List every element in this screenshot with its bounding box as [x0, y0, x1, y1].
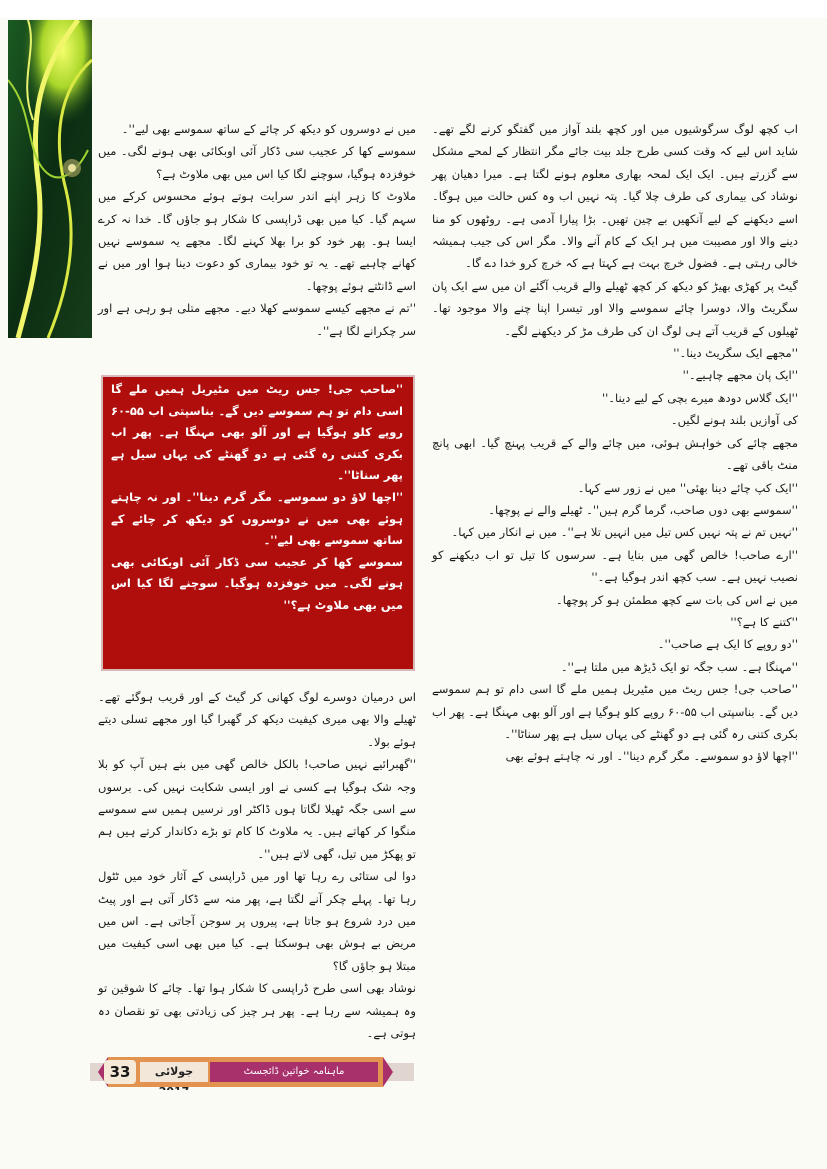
paragraph: ''اچھا لاؤ دو سموسے۔ مگر گرم دینا''۔ اور نہ چاہتے ہوئے بھی	[505, 749, 798, 764]
pull-quote-paragraph: ''اچھا لاؤ دو سموسے۔ مگر گرم دینا''۔ اور نہ چاہتے ہوئے بھی میں نے دوسروں کو دیکھ کر چائے کے ساتھ سموسے بھی لیے''۔	[111, 489, 403, 548]
decorative-artwork	[8, 20, 92, 338]
paragraph: ''سموسے بھی دوں صاحب، گرما گرم ہیں''۔ ٹھیلے والے نے پوچھا۔	[488, 502, 798, 517]
bottom-margin	[0, 1090, 827, 1169]
right-text-column	[432, 118, 798, 768]
pull-quote-paragraph: سموسے کھا کر عجیب سی ڈکار آئی اوبکائی بھی ہونے لگی۔ میں خوفزدہ ہوگیا۔ سوچنے لگا کیا اس میں بھی ملاوٹ ہے؟''	[111, 554, 403, 612]
paragraph: ''ارے صاحب! خالص گھی میں بنایا ہے۔ سرسوں کا تیل تو اب دیکھنے کو نصیب نہیں ہے۔ سب کچھ اندر ہوگیا ہے۔''	[432, 547, 798, 585]
decorative-swirl-graphic	[8, 20, 92, 338]
paragraph: ملاوٹ کا زہر اپنے اندر سرایت ہوتے ہوئے محسوس کرکے میں سہم گیا۔ کیا میں بھی ڈراپسی کا شکار ہو جاؤں گا۔ خدا نہ کرے ایسا ہو۔ پھر خود کو برا بھلا کہنے لگا۔ مجھے یہ سموسے نہیں کھانے چاہیے تھے۔ یہ تو خود بیماری کو دعوت دینا ہوا اور میں نے اسے ڈانٹتے ہوئے پوچھا۔	[98, 189, 416, 293]
paragraph: کی آوازیں بلند ہونے لگیں۔	[670, 413, 798, 428]
paragraph: ''کتنے کا ہے؟''	[730, 614, 798, 629]
paragraph: سموسے کھا کر عجیب سی ڈکار آئی اوبکائی بھی ہونے لگی۔ میں خوفزدہ ہوگیا، سوچنے لگا کیا اس میں بھی ملاوٹ ہے؟	[98, 144, 416, 181]
paragraph: مجھے چائے کی خواہش ہوئی، میں چائے والے کے قریب پہنچ گیا۔ ابھی پانچ منٹ باقی تھے۔	[432, 435, 798, 473]
paragraph: نوشاد بھی اسی طرح ڈراپسی کا شکار ہوا تھا۔ چائے کا شوقین تو وہ ہمیشہ سے رہا ہے۔ پھر ہر چیز کی زیادتی بھی تو نقصان دہ ہوتی ہے۔	[98, 981, 416, 1041]
paragraph: ''نہیں تم نے پتہ نہیں کس تیل میں انہیں تلا ہے''۔ میں نے انکار میں کہا۔	[451, 525, 798, 540]
magazine-name: ماہنامہ خواتین ڈائجسٹ	[210, 1062, 378, 1082]
left-text-column-top	[98, 118, 416, 342]
paragraph: گیٹ پر کھڑی بھیڑ کو دیکھ کر کچھ ٹھیلے والے قریب آگئے ان میں سے ایک پان سگریٹ والا، دوسرا چائے سموسے والا اور تیسرا اپنا چنے والا موجود تھا۔ ٹھیلوں کے قریب آتے ہی لوگ ان کی طرف مڑ کر دیکھنے لگے۔	[432, 278, 798, 338]
page-footer	[90, 1057, 414, 1087]
paragraph: ''مہنگا ہے۔ سب جگہ تو ایک ڈیڑھ میں ملتا ہے''۔	[560, 659, 798, 674]
paragraph: ''گھبرائیے نہیں صاحب! بالکل خالص گھی میں بنے ہیں آپ کو بلا وجہ شک ہوگیا ہے کسی نے اور ایسی شکایت نہیں کی۔ برسوں سے اسی جگہ ٹھیلا لگاتا ہوں ڈاکٹر اور نرسیں ہمیں سے سموسے منگوا کر کھاتے ہیں۔ یہ ملاوٹ کا کام تو بڑے دکاندار کرتے ہیں ہم تو پھکڑ میں تیل، گھی لاتے ہیں''۔	[98, 757, 416, 861]
paragraph: ''ایک پان مجھے چاہیے۔''	[682, 368, 798, 383]
paragraph: ''صاحب جی! جس ریٹ میں مٹیریل ہمیں ملے گا اسی دام تو ہم سموسے دیں گے۔ بناسپتی اب ۵۵-۶۰ روپے کلو ہوگیا ہے اور آلو بھی مہنگا ہے۔ پھر اب بکری کتنی رہ گئی ہے دو گھنٹے کی یہاں سیل ہے پھر سناٹا''۔	[432, 682, 799, 741]
top-margin	[0, 0, 827, 18]
paragraph: ''ایک گلاس دودھ میرے بچی کے لیے دینا۔''	[601, 390, 798, 405]
paragraph: دوا لی ستائی رے رہا تھا اور میں ڈراپسی کے آثار خود میں ٹٹول رہا تھا۔ پہلے چکر آنے لگتا ہے، پھر منہ سے ڈکار آتی ہے اور پیٹ میں درد شروع ہو جاتا ہے، پیروں پر سوجن آجاتی ہے۔ اس میں مریض بے ہوش بھی ہوسکتا ہے۔ کیا میں بھی اسی کیفیت میں مبتلا ہو جاؤں گا؟	[98, 869, 416, 973]
page-number: 33	[104, 1060, 136, 1084]
paragraph: میں نے اس کی بات سے کچھ مطمئن ہو کر پوچھا۔	[556, 592, 798, 607]
paragraph: اس درمیان دوسرے لوگ کھانی کر گیٹ کے اور قریب ہوگئے تھے۔ ٹھیلے والا بھی میری کیفیت دیکھ کر گھبرا گیا اور مجھے تسلی دیتے ہوئے بولا۔	[98, 690, 416, 749]
paragraph: ''دو روپے کا ایک ہے صاحب''۔	[657, 637, 798, 652]
chevron-right-icon	[383, 1057, 393, 1087]
pull-quote-paragraph: ''صاحب جی! جس ریٹ میں مٹیریل ہمیں ملے گا اسی دام تو ہم سموسے دیں گے۔ بناسپتی اب ۵۵-۶۰ روپے کلو ہوگیا ہے اور آلو بھی مہنگا ہے۔ پھر اب بکری کتنی رہ گئی ہے دو گھنٹے کی یہاں سیل ہے پھر سناٹا''۔	[111, 382, 403, 483]
paragraph: ''تم نے مجھے کیسے سموسے کھلا دیے۔ مجھے متلی ہو رہی ہے اور سر چکرانے لگا ہے''۔	[98, 301, 416, 338]
paragraph: ''ایک کپ چائے دینا بھئی'' میں نے زور سے کہا۔	[577, 480, 798, 495]
issue-date: جولائی	[140, 1062, 208, 1082]
paragraph: میں نے دوسروں کو دیکھ کر چائے کے ساتھ سموسے بھی لیے''۔	[121, 122, 416, 136]
paragraph: اب کچھ لوگ سرگوشیوں میں اور کچھ بلند آواز میں گفتگو کرنے لگے تھے۔ شاید اس لیے کہ وقت کسی طرح جلد بیت جائے مگر انتظار کے لمحے مشکل سے گزرتے ہیں۔ ایک ایک لمحہ بھاری معلوم ہونے لگتا ہے۔ میرا دھیان پھر نوشاد کی بیماری کی طرف چلا گیا۔ پتہ نہیں اب وہ کس حالت میں ہوگا۔ اسے دیکھنے کے لیے آنکھیں بے چین تھیں۔ بڑا پیارا آدمی ہے۔ روٹھوں کو منا دینے والا اور مصیبت میں ہر ایک کے کام آنے والا۔ مگر اس کی جیب ہمیشہ خالی رہتی ہے۔ فضول خرچ بہت ہے کہتا ہے کہ خرچ کرو خدا دے گا۔	[432, 122, 798, 271]
left-text-column-bottom	[98, 686, 416, 1045]
paragraph: ''مجھے ایک سگریٹ دینا۔''	[673, 346, 798, 361]
pull-quote-box	[101, 375, 415, 671]
